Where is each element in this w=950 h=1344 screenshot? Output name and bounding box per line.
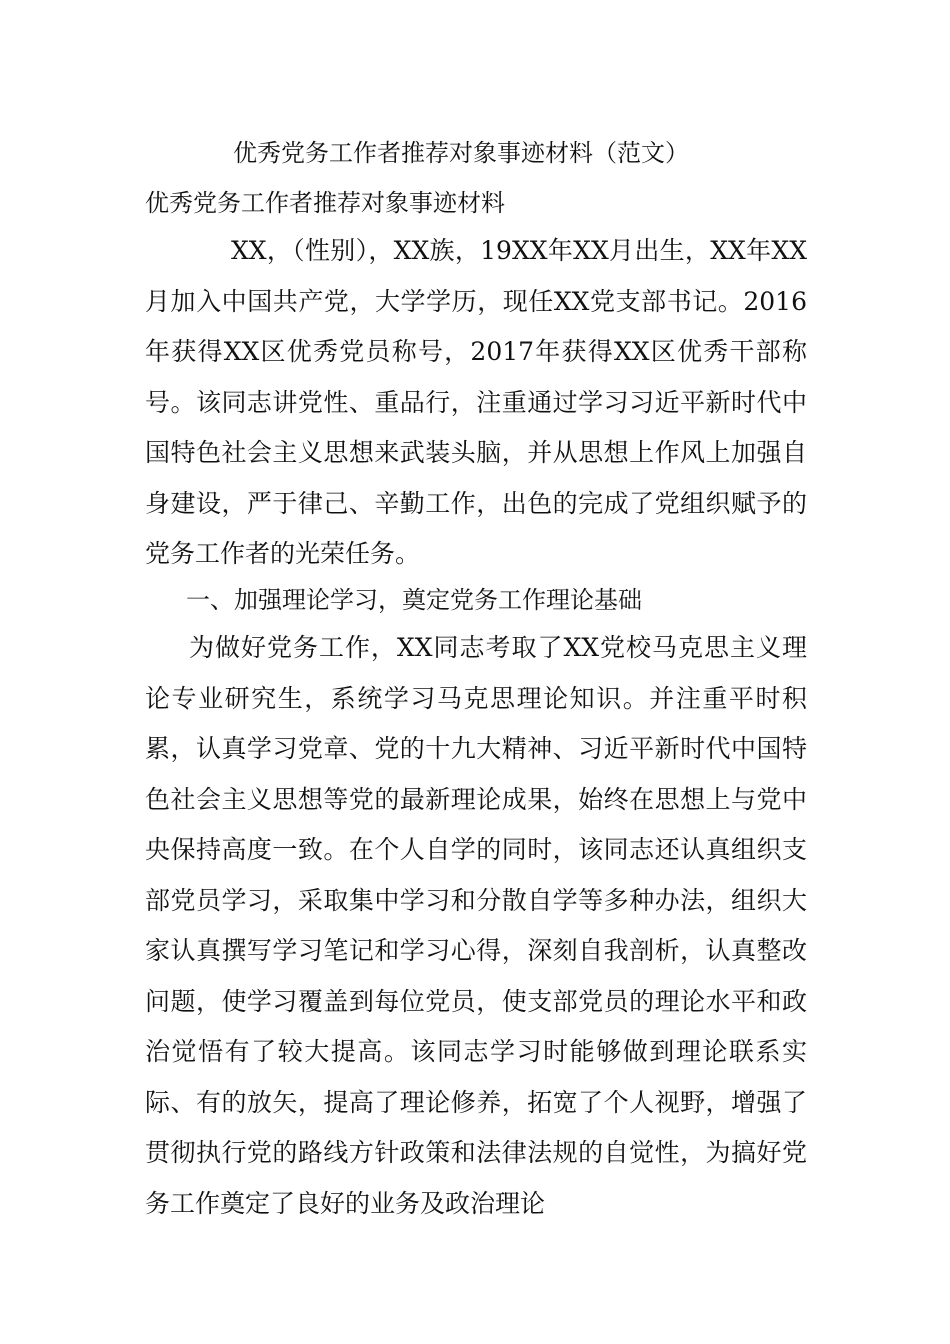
paragraph-introduction: XX，（性别），XX族，19XX年XX月出生，XX年XX月加入中国共产党，大学学历，现任XX党支部书记。2016年获得XX区优秀党员称号，2017年获得XX区优秀干部称号。该同志讲党性、重品行，注重通过学习习近平新时代中国特色社会主义思想来武装头脑，并从思想上作风上加强自身建设，严于律己、辛勤工作，出色的完成了党组织赋予的党务工作者的光荣任务。: [145, 236, 807, 568]
document-subtitle: 优秀党务工作者推荐对象事迹材料: [145, 189, 505, 217]
paragraph-theory-study: 为做好党务工作，XX同志考取了XX党校马克思主义理论专业研究生，系统学习马克思理论知识。并注重平时积累，认真学习党章、党的十九大精神、习近平新时代中国特色社会主义思想等党的最新理论成果，始终在思想上与党中央保持高度一致。在个人自学的同时，该同志还认真组织支部党员学习，采取集中学习和分散自学等多种办法，组织大家认真撰写学习笔记和学习心得，深刻自我剖析，认真整改问题，使学习覆盖到每位党员，使支部党员的理论水平和政治觉悟有了较大提高。该同志学习时能够做到理论联系实际、有的放矢，提高了理论修养，拓宽了个人视野，增强了贯彻执行党的路线方针政策和法律法规的自觉性，为搞好党务工作奠定了良好的业务及政治理论: [145, 633, 807, 1218]
document-title: 优秀党务工作者推荐对象事迹材料（范文）: [233, 139, 689, 167]
section-heading-1: 一、加强理论学习，奠定党务工作理论基础: [186, 586, 642, 614]
